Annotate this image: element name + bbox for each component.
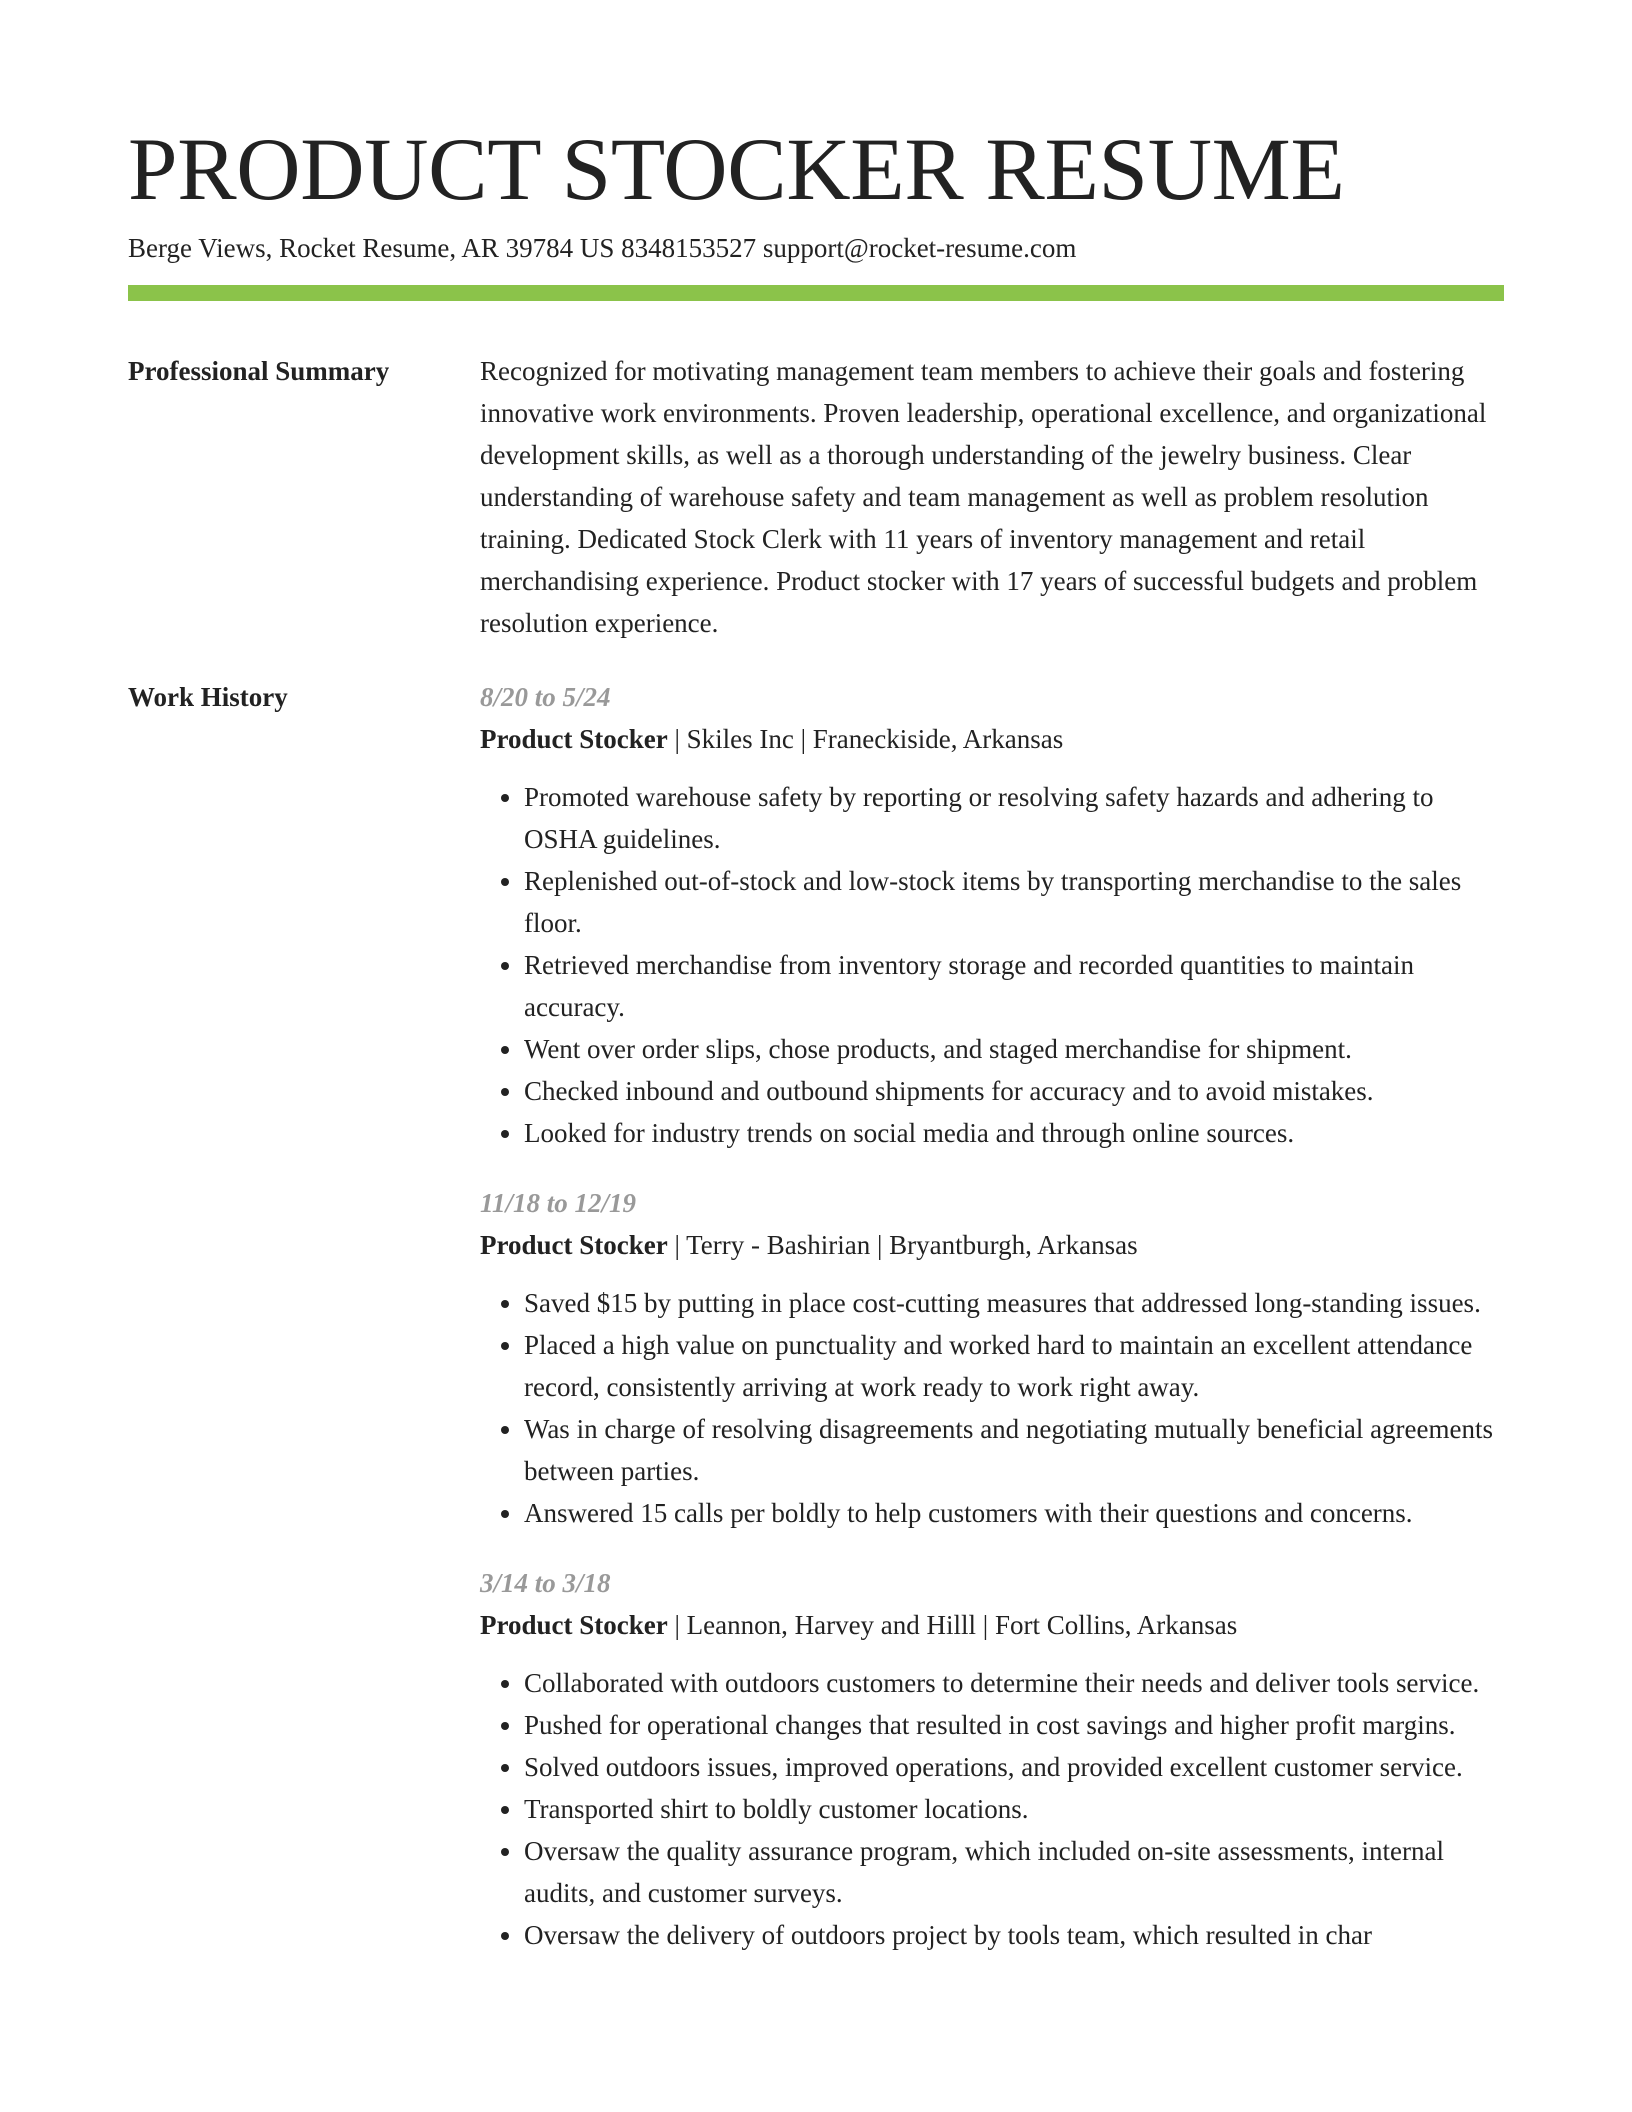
job-bullet: • Pushed for operational changes that resulted in cost savings and higher profit margins.: [524, 1704, 1504, 1746]
resume-title: PRODUCT STOCKER RESUME: [128, 121, 1345, 219]
summary-text: Recognized for motivating management team members to achieve their goals and fostering innovative work environments. Proven leadership, operational excellence, and organizational development skills, as well as a thorough understanding of the jewelry business. Clear understanding of warehouse safety and team management as well as problem resolution training. Dedicated Stock Clerk with 11 years of inventory management and retail merchandising experience. Product stocker with 17 years of successful budgets and problem resolution experience.: [480, 356, 1487, 638]
job-heading: [480, 718, 1504, 760]
summary-body: [480, 350, 1504, 644]
job-bullet: • Oversaw the quality assurance program, which included on-site assessments, internal audits, and customer surveys.: [524, 1830, 1504, 1914]
job-bullet: • Was in charge of resolving disagreements and negotiating mutually beneficial agreements between parties.: [524, 1408, 1504, 1492]
contact-info: Berge Views, Rocket Resume, AR 39784 US 8348153527 support@rocket-resume.com: [128, 233, 1077, 263]
job-bullet: • Checked inbound and outbound shipments for accuracy and to avoid mistakes.: [524, 1070, 1504, 1112]
job-title: Product Stocker: [480, 1610, 668, 1640]
job-employer-location: | Skiles Inc | Franeckiside, Arkansas: [667, 724, 1064, 754]
job-bullet: • Placed a high value on punctuality and worked hard to maintain an excellent attendance record, consistently arriving at work ready to work right away.: [524, 1324, 1504, 1408]
job-bullet-list: [480, 776, 1504, 1154]
job-dates: 3/14 to 3/18: [480, 1568, 611, 1598]
job-dates: 11/18 to 12/19: [480, 1188, 637, 1218]
job-employer-location: | Leannon, Harvey and Hilll | Fort Collins, Arkansas: [667, 1610, 1238, 1640]
job-bullet: • Solved outdoors issues, improved operations, and provided excellent customer service.: [524, 1746, 1504, 1788]
header-accent-divider: [128, 285, 1504, 301]
job-bullet: • Answered 15 calls per boldly to help customers with their questions and concerns.: [524, 1492, 1504, 1534]
job-bullet: • Oversaw the delivery of outdoors project by tools team, which resulted in char: [524, 1914, 1504, 1956]
job-bullet: • Promoted warehouse safety by reporting or resolving safety hazards and adhering to OSHA guidelines.: [524, 776, 1504, 860]
job-title: Product Stocker: [480, 724, 668, 754]
job-bullet: • Looked for industry trends on social media and through online sources.: [524, 1112, 1504, 1154]
summary-section-label: Professional Summary: [128, 356, 390, 386]
job-heading: [480, 1224, 1504, 1266]
work-history-section-label: Work History: [128, 682, 288, 712]
job-entry: [480, 676, 1504, 1154]
job-entry: [480, 1562, 1504, 1956]
job-bullet-list: [480, 1282, 1504, 1534]
job-bullet-list: [480, 1662, 1504, 1956]
job-bullet: • Transported shirt to boldly customer locations.: [524, 1788, 1504, 1830]
job-title: Product Stocker: [480, 1230, 668, 1260]
work-history-body: [480, 676, 1504, 1984]
job-entry: [480, 1182, 1504, 1534]
job-bullet: • Saved $15 by putting in place cost-cutting measures that addressed long-standing issues.: [524, 1282, 1504, 1324]
job-employer-location: | Terry - Bashirian | Bryantburgh, Arkansas: [667, 1230, 1138, 1260]
job-bullet: • Collaborated with outdoors customers to determine their needs and deliver tools service.: [524, 1662, 1504, 1704]
job-heading: [480, 1604, 1504, 1646]
job-bullet: • Replenished out-of-stock and low-stock items by transporting merchandise to the sales floor.: [524, 860, 1504, 944]
job-dates: 8/20 to 5/24: [480, 682, 611, 712]
job-bullet: • Went over order slips, chose products, and staged merchandise for shipment.: [524, 1028, 1504, 1070]
job-bullet: • Retrieved merchandise from inventory storage and recorded quantities to maintain accuracy.: [524, 944, 1504, 1028]
